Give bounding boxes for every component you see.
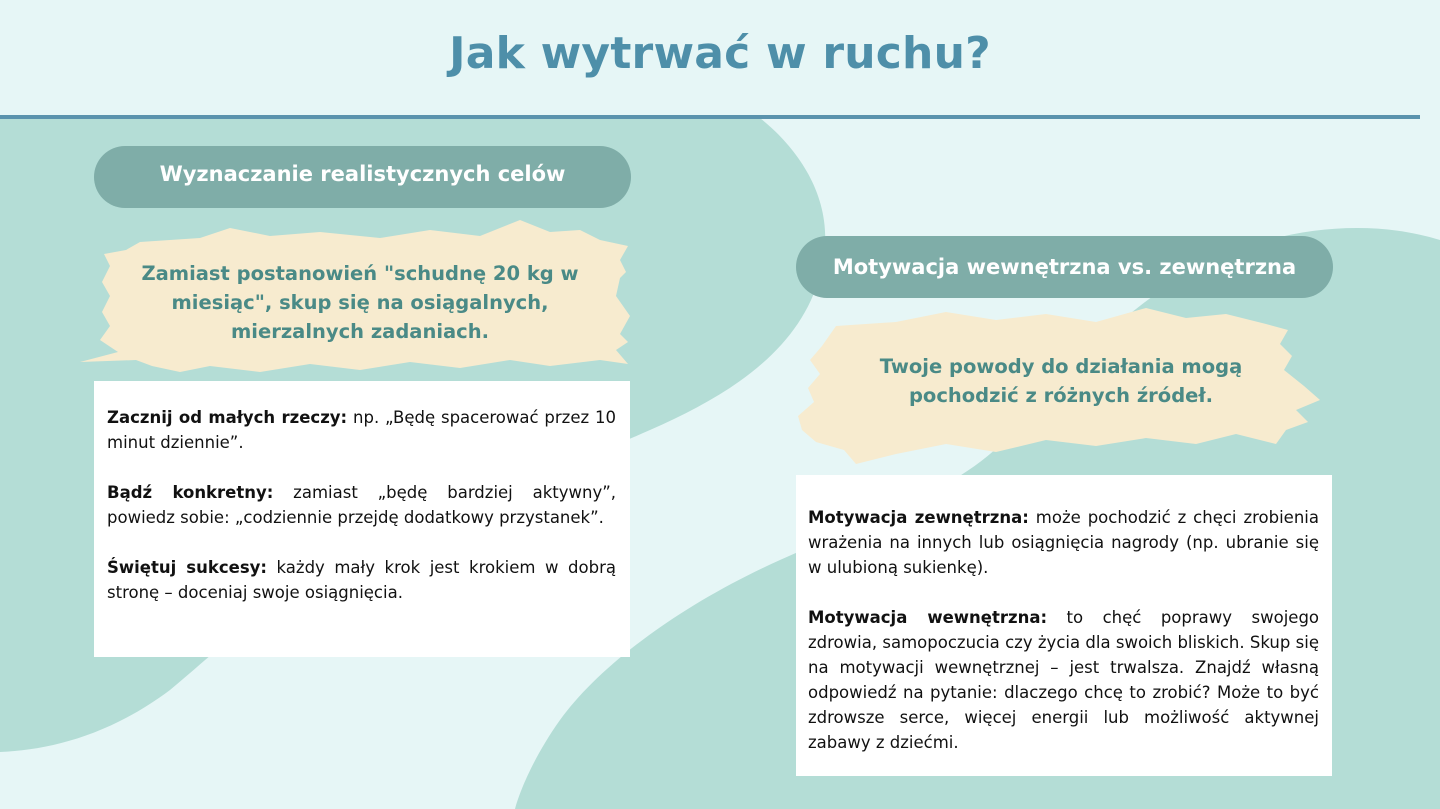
detail-item (107, 480, 616, 530)
left-highlight-box (80, 216, 640, 380)
left-details-card (94, 381, 630, 657)
page-title: Jak wytrwać w ruchu? (449, 28, 991, 79)
detail-text: to chęć poprawy swojego zdrowia, samopoczucia czy życia dla swoich bliskich. Skup się na motywacji wewnętrznej – jest trwalsza. Znajdź własną odpowiedź na pytanie: dlaczego chcę to zrobić? Może to być zdrowsze serce, więcej energii lub możliwość aktywnej zabawy z dziećmi. (808, 608, 1320, 752)
detail-text: np. „Będę spacerować przez 10 minut dziennie”. (107, 408, 617, 452)
detail-label: Bądź konkretny: (107, 483, 274, 502)
detail-label: Świętuj sukcesy: (107, 558, 267, 577)
left-section-heading: Wyznaczanie realistycznych celów (94, 146, 631, 208)
detail-item (808, 505, 1319, 580)
right-section-heading: Motywacja wewnętrzna vs. zewnętrzna (796, 236, 1333, 298)
detail-text: zamiast „będę bardziej aktywny”, powiedz sobie: „codziennie przejdę dodatkowy przystanek”. (107, 483, 616, 527)
right-details-card (796, 475, 1332, 776)
detail-text: każdy mały krok jest krokiem w dobrą stronę – doceniaj swoje osiągnięcia. (107, 558, 616, 602)
left-highlight-text: Zamiast postanowień "schudnę 20 kg w miesiąc", skup się na osiągalnych, mierzalnych zadaniach. (141, 261, 579, 343)
detail-item (107, 555, 616, 605)
right-highlight-text: Twoje powody do działania mogą pochodzić z różnych źródeł. (879, 355, 1243, 407)
title-divider (0, 115, 1420, 119)
right-highlight-box (796, 304, 1326, 468)
detail-label: Motywacja zewnętrzna: (808, 508, 1029, 527)
detail-item (107, 405, 616, 455)
detail-item (808, 605, 1319, 755)
detail-label: Zacznij od małych rzeczy: (107, 408, 348, 427)
detail-text: może pochodzić z chęci zrobienia wrażenia na innych lub osiągnięcia nagrody (np. ubranie się w ulubioną sukienkę). (808, 508, 1319, 577)
detail-label: Motywacja wewnętrzna: (808, 608, 1048, 627)
